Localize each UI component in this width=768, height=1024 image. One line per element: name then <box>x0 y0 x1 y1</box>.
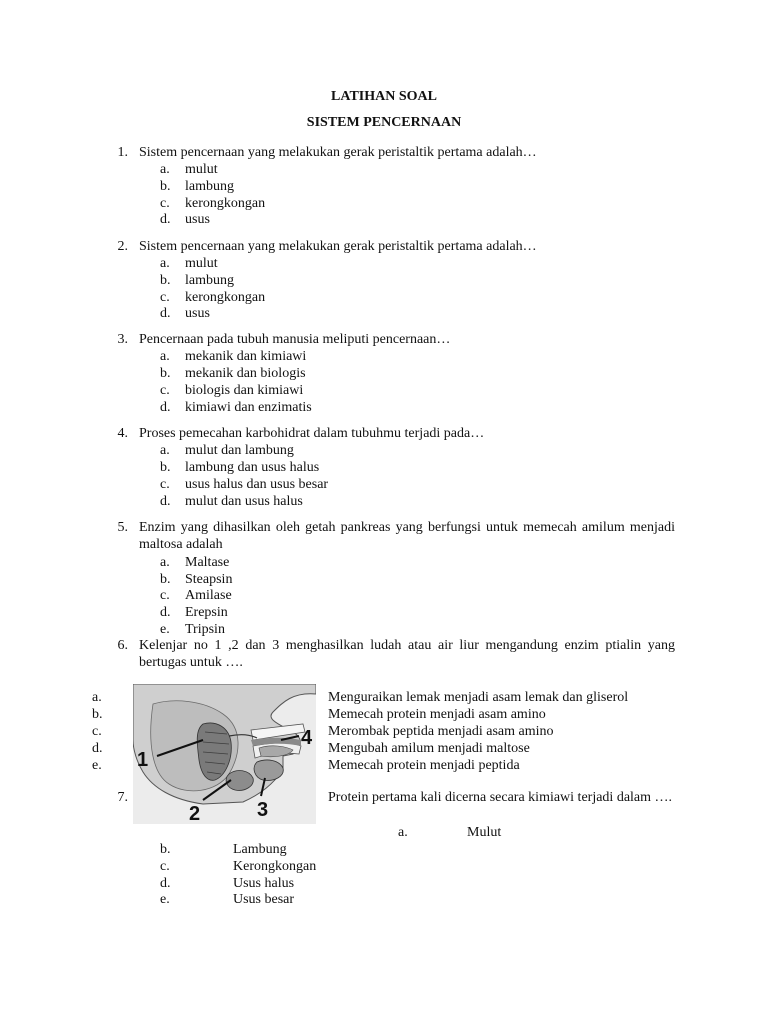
question-text: Kelenjar no 1 ,2 dan 3 menghasilkan ludah atau air liur mengandung enzim ptialin yang bertugas untuk …. <box>139 638 675 670</box>
question-text: Protein pertama kali dicerna secara kimiawi terjadi dalam …. <box>328 790 673 805</box>
figure-label-3: 3 <box>257 799 269 821</box>
option-letter: b. <box>160 842 171 857</box>
question-text: Sistem pencernaan yang melakukan gerak peristaltik pertama adalah… <box>139 239 537 254</box>
question-text: Proses pemecahan karbohidrat dalam tubuhmu terjadi pada… <box>139 426 485 441</box>
option-letter: e. <box>160 622 170 637</box>
option-letter: d. <box>160 400 171 415</box>
option-letter: d. <box>160 494 171 509</box>
option-text: Kerongkongan <box>233 859 317 874</box>
option-text: kerongkongan <box>185 290 266 305</box>
option-text: Steapsin <box>185 572 233 587</box>
option-letter: b. <box>160 179 171 194</box>
option-letter: b. <box>160 273 171 288</box>
doc-title: LATIHAN SOAL <box>331 89 437 104</box>
figure-label-2: 2 <box>189 803 201 824</box>
option-letter: c. <box>160 588 170 603</box>
question-number: 2. <box>117 239 128 254</box>
option-text: mekanik dan kimiawi <box>185 349 307 364</box>
option-text: mulut dan lambung <box>185 443 294 458</box>
option-text: Tripsin <box>185 622 225 637</box>
option-text: Menguraikan lemak menjadi asam lemak dan gliserol <box>328 690 629 705</box>
option-text: lambung dan usus halus <box>185 460 320 475</box>
option-text: Mulut <box>467 825 502 840</box>
option-letter: c. <box>160 290 170 305</box>
option-letter: b. <box>160 366 171 381</box>
option-letter: a. <box>160 443 170 458</box>
question-number: 4. <box>117 426 128 441</box>
option-letter: d. <box>92 741 103 756</box>
option-text: Memecah protein menjadi peptida <box>328 758 520 773</box>
question-number: 6. <box>117 638 128 653</box>
option-text: mulut <box>185 162 218 177</box>
option-letter: d. <box>160 876 171 891</box>
option-text: biologis dan kimiawi <box>185 383 304 398</box>
salivary-glands-figure <box>133 684 316 824</box>
option-text: Amilase <box>185 588 232 603</box>
option-text: Maltase <box>185 555 230 570</box>
option-letter: e. <box>160 892 170 907</box>
option-text: mulut dan usus halus <box>185 494 303 509</box>
option-text: Memecah protein menjadi asam amino <box>328 707 546 722</box>
option-letter: c. <box>160 383 170 398</box>
question-number: 1. <box>117 145 128 160</box>
option-text: Mengubah amilum menjadi maltose <box>328 741 530 756</box>
option-letter: d. <box>160 212 171 227</box>
option-letter: a. <box>160 162 170 177</box>
figure-label-1: 1 <box>137 749 149 771</box>
question-number: 3. <box>117 332 128 347</box>
sublingual-gland <box>254 760 283 780</box>
option-text: lambung <box>185 273 234 288</box>
option-letter: a. <box>398 825 408 840</box>
option-text: mulut <box>185 256 218 271</box>
question-text: Sistem pencernaan yang melakukan gerak peristaltik pertama adalah… <box>139 145 537 160</box>
option-text: Usus besar <box>233 892 295 907</box>
option-letter: d. <box>160 306 171 321</box>
question-text: Enzim yang dihasilkan oleh getah pankreas yang berfungsi untuk memecah amilum menjadi maltosa adalah <box>139 520 675 552</box>
option-text: usus <box>185 306 210 321</box>
doc-subtitle: SISTEM PENCERNAAN <box>306 115 462 130</box>
option-letter: c. <box>160 477 170 492</box>
figure-label-4: 4 <box>301 727 313 749</box>
option-text: kimiawi dan enzimatis <box>185 400 312 415</box>
option-letter: c. <box>160 859 170 874</box>
option-letter: b. <box>160 460 171 475</box>
question-text: Pencernaan pada tubuh manusia meliputi pencernaan… <box>139 332 451 347</box>
option-letter: e. <box>92 758 102 773</box>
option-letter: c. <box>160 196 170 211</box>
option-text: usus <box>185 212 210 227</box>
option-text: Merombak peptida menjadi asam amino <box>328 724 554 739</box>
question-number: 7. <box>117 790 128 805</box>
option-letter: a. <box>92 690 102 705</box>
option-text: Erepsin <box>185 605 228 620</box>
option-text: Usus halus <box>233 876 295 891</box>
question-number: 5. <box>117 520 128 535</box>
option-text: mekanik dan biologis <box>185 366 306 381</box>
option-letter: d. <box>160 605 171 620</box>
option-letter: c. <box>92 724 102 739</box>
option-text: lambung <box>185 179 234 194</box>
option-text: usus halus dan usus besar <box>185 477 329 492</box>
option-letter: a. <box>160 256 170 271</box>
option-letter: b. <box>92 707 103 722</box>
option-text: kerongkongan <box>185 196 266 211</box>
option-text: Lambung <box>233 842 287 857</box>
option-letter: a. <box>160 555 170 570</box>
option-letter: b. <box>160 572 171 587</box>
option-letter: a. <box>160 349 170 364</box>
